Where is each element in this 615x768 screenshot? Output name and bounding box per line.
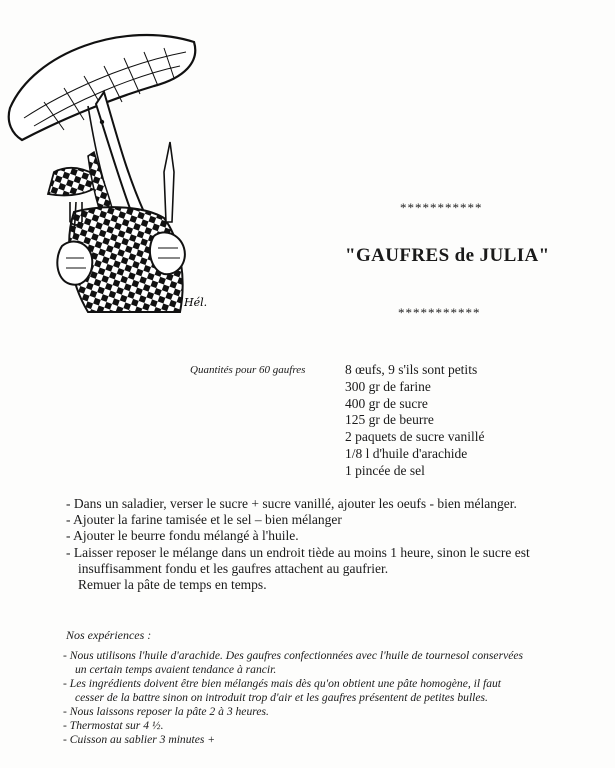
ingredient-item: 1/8 l d'huile d'arachide bbox=[345, 445, 468, 461]
step-item: Remuer la pâte de temps en temps. bbox=[78, 577, 267, 593]
step-item: - Laisser reposer le mélange dans un endroit tiède au moins 1 heure, sinon le sucre est bbox=[66, 544, 530, 560]
experiences-heading: Nos expériences : bbox=[66, 628, 152, 642]
experience-item-continued: cesser de la battre sinon on introduit trop d'air et les gaufres présentent de petites bulles. bbox=[75, 691, 488, 704]
signature: Hél. bbox=[184, 296, 208, 309]
preparation-steps bbox=[66, 496, 611, 593]
quantities-label: Quantités pour 60 gaufres bbox=[190, 364, 306, 376]
decorative-stars-bottom: *********** bbox=[398, 305, 481, 320]
step-item: - Ajouter le beurre fondu mélangé à l'huile. bbox=[66, 528, 299, 544]
experience-item: - Nous laissons reposer la pâte 2 à 3 heures. bbox=[63, 705, 269, 718]
step-item-continued: insuffisamment fondu et les gaufres attachent au gaufrier. bbox=[78, 560, 389, 576]
step-item: - Ajouter la farine tamisée et le sel – bien mélanger bbox=[66, 512, 342, 528]
step-item: - Dans un saladier, verser le sucre + sucre vanillé, ajouter les oeufs - bien mélanger. bbox=[66, 496, 517, 511]
ingredient-item: 2 paquets de sucre vanillé bbox=[345, 429, 485, 445]
ingredient-item: 400 gr de sucre bbox=[345, 395, 428, 411]
experience-item: - Cuisson au sablier 3 minutes + bbox=[63, 733, 216, 746]
ingredient-item: 1 pincée de sel bbox=[345, 462, 425, 478]
ingredient-item: 125 gr de beurre bbox=[345, 412, 434, 428]
experience-item: - Thermostat sur 4 ½. bbox=[63, 719, 164, 732]
experience-item-continued: un certain temps avaient tendance à rancir. bbox=[75, 663, 277, 676]
recipe-title: "GAUFRES de JULIA" bbox=[345, 245, 550, 266]
decorative-stars-top: *********** bbox=[400, 200, 483, 215]
ingredient-item: 300 gr de farine bbox=[345, 378, 431, 394]
ingredient-item: 8 œufs, 9 s'ils sont petits bbox=[345, 362, 478, 377]
experience-item: - Les ingrédients doivent être bien mélangés mais dès qu'on obtient une pâte homogène, il faut bbox=[63, 677, 502, 690]
experience-item: - Nous utilisons l'huile d'arachide. Des gaufres confectionnées avec l'huile de tournesol conservées bbox=[63, 649, 524, 662]
ingredients-list bbox=[345, 362, 484, 480]
experiences-list bbox=[63, 649, 611, 747]
chef-illustration-icon bbox=[4, 22, 208, 322]
